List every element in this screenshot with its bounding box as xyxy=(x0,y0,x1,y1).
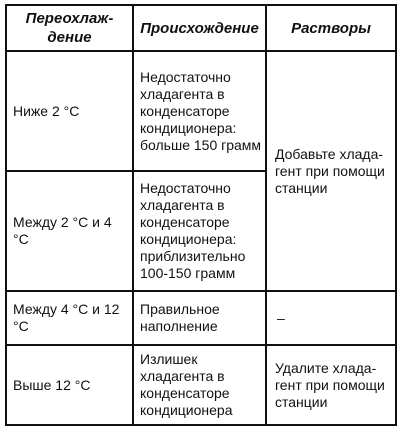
solution-cell: Удалите хлада- гент при помощи станции xyxy=(266,345,396,425)
subcooling-cell: Выше 12 °С xyxy=(6,345,133,425)
origin-cell: Недостаточно хладагента в конденсаторе кондиционера: больше 150 грамм xyxy=(133,51,266,171)
table-header-row xyxy=(6,5,396,51)
solution-cell: Добавьте хлада- гент при помощи станции xyxy=(266,51,396,291)
subcooling-cell: Между 4 °С и 12 °С xyxy=(6,291,133,345)
table-row xyxy=(6,51,396,171)
solution-cell: – xyxy=(266,291,396,345)
origin-cell: Излишек хладагента в конденсаторе кондиционера xyxy=(133,345,266,425)
table-row xyxy=(6,291,396,345)
origin-cell: Правильное наполнение xyxy=(133,291,266,345)
header-solutions: Растворы xyxy=(266,5,396,51)
header-origin: Происхождение xyxy=(133,5,266,51)
refrigerant-subcooling-table xyxy=(5,4,397,426)
table-row xyxy=(6,345,396,425)
subcooling-cell: Между 2 °С и 4 °С xyxy=(6,171,133,291)
origin-cell: Недостаточно хладагента в конденсаторе кондиционера: приблизительно 100-150 грамм xyxy=(133,171,266,291)
subcooling-cell: Ниже 2 °С xyxy=(6,51,133,171)
header-subcooling: Переохлаж- дение xyxy=(6,5,133,51)
